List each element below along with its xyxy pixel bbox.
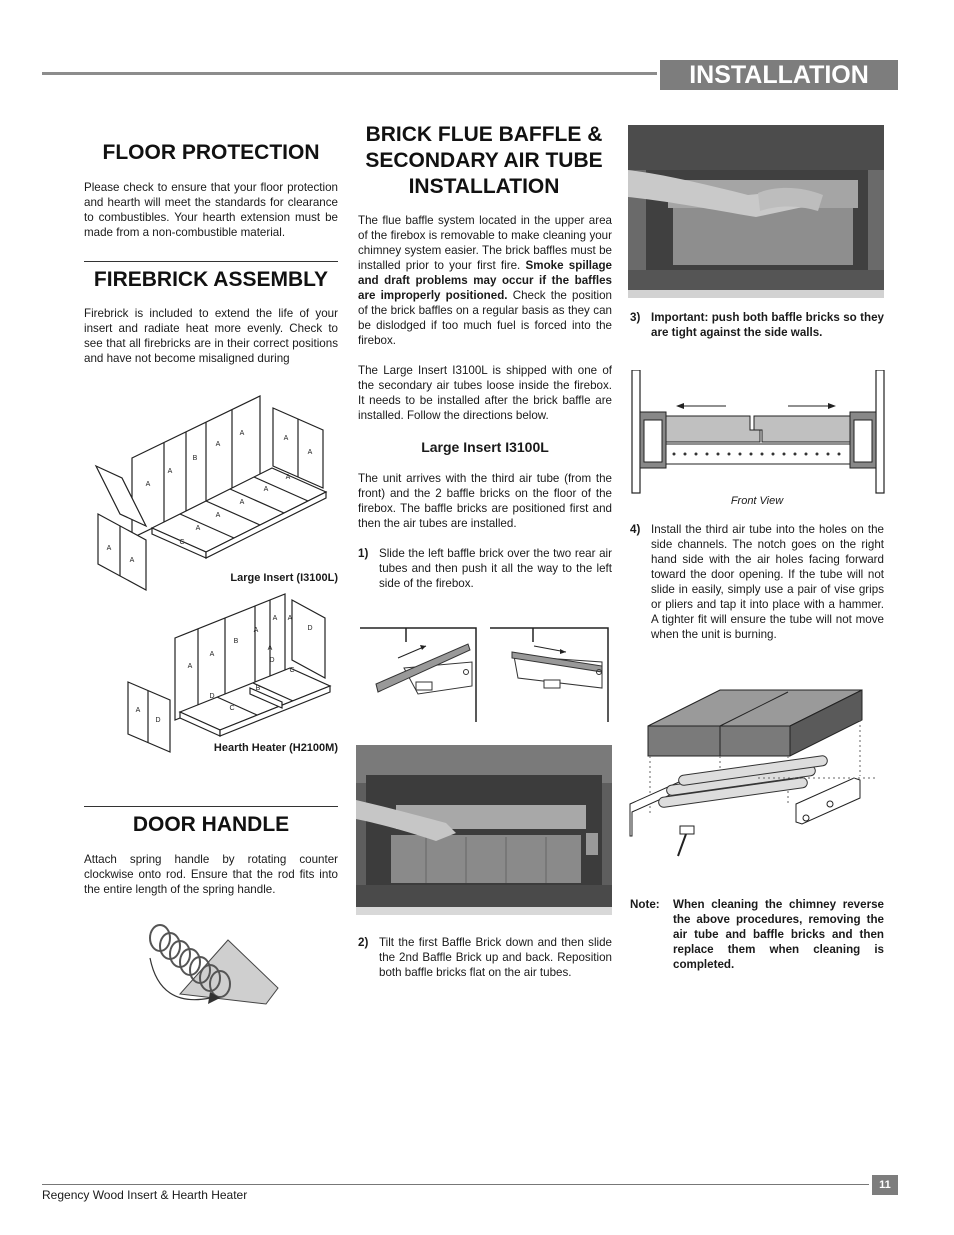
baffle-heading-line: BRICK FLUE BAFFLE & bbox=[365, 123, 603, 146]
step-text: Important: push both baffle bricks so they are tight against the side walls. bbox=[651, 311, 884, 339]
brick-label: A bbox=[209, 651, 215, 658]
step-number: 2) bbox=[358, 936, 369, 949]
door-handle-text: Attach spring handle by rotating counter clockwise onto rod. Ensure that the rod fits into the entire length of the spring handle. bbox=[84, 853, 338, 896]
brick-label: D bbox=[269, 657, 275, 664]
brick-label: D bbox=[209, 693, 215, 700]
door-handle-heading: DOOR HANDLE bbox=[132, 813, 290, 836]
step-number: 3) bbox=[630, 311, 641, 324]
brick-label: A bbox=[195, 525, 201, 532]
brick-label: A bbox=[307, 449, 313, 456]
header-rule bbox=[42, 72, 657, 75]
brick-label: A bbox=[285, 474, 291, 481]
text-run: The flue baffle system located in the upper area of the firebox is removable to make cleaning your chimney system easier. The brick baffles must be installed prior to your first fire. bbox=[358, 214, 612, 272]
warning-text: Smoke spillage and draft problems may occur if the baffles are improperly positioned. bbox=[358, 259, 612, 302]
footer-text: Regency Wood Insert & Hearth Heater bbox=[42, 1188, 248, 1202]
baffle-heading-line: SECONDARY AIR TUBE bbox=[365, 149, 603, 172]
step-number: 1) bbox=[358, 547, 369, 560]
large-insert-subheading: Large Insert I3100L bbox=[421, 439, 549, 455]
front-view-diagram bbox=[630, 370, 886, 495]
step-text: Slide the left baffle brick over the two rear air tubes and then push it all the way to the left side of the firebox. bbox=[379, 547, 612, 590]
firebrick-text: Firebrick is included to extend the life of your insert and radiate heat more evenly. Check to see that all firebricks are in their correct positions and have not become misaligned during bbox=[84, 307, 338, 365]
brick-label: B bbox=[255, 685, 261, 692]
section-rule bbox=[84, 806, 338, 807]
arrival-text: The unit arrives with the third air tube (from the front) and the 2 baffle bricks on the floor of the firebox. The baffle bricks are positioned first and then the air tubes are installed. bbox=[358, 472, 612, 530]
footer-rule bbox=[42, 1184, 869, 1185]
brick-label: C bbox=[229, 705, 235, 712]
step-3 bbox=[630, 310, 884, 340]
page-number: 11 bbox=[872, 1175, 898, 1195]
baffle-heading-line: INSTALLATION bbox=[408, 175, 560, 198]
brick-label: D bbox=[307, 625, 313, 632]
step-1 bbox=[358, 546, 612, 591]
large-insert-side-bricks bbox=[94, 512, 150, 592]
brick-label: B bbox=[233, 638, 239, 645]
brick-label: A bbox=[287, 615, 293, 622]
brick-label: A bbox=[215, 512, 221, 519]
floor-protection-text: Please check to ensure that your floor protection and hearth will meet the standards for clearance to combustibles. Your hearth extension must be made from a non-combustible material. bbox=[84, 181, 338, 239]
brick-label: A bbox=[283, 435, 289, 442]
note-text: When cleaning the chimney reverse the above procedures, removing the air tube and baffle bricks and then replace them when cleaning is completed. bbox=[673, 898, 884, 971]
step-text: Tilt the first Baffle Brick down and then slide the 2nd Baffle Brick up and back. Reposition both baffle bricks flat on the air tubes. bbox=[379, 936, 612, 979]
spring-handle-illustration bbox=[140, 918, 290, 1018]
large-insert-caption: Large Insert (I3100L) bbox=[230, 572, 338, 584]
brick-label: A bbox=[187, 663, 193, 670]
brick-label: A bbox=[263, 486, 269, 493]
brick-label: A bbox=[215, 441, 221, 448]
step-4 bbox=[630, 522, 884, 642]
step-2 bbox=[358, 935, 612, 980]
baffle-heading bbox=[356, 122, 612, 200]
brick-label: C bbox=[179, 539, 185, 546]
section-rule bbox=[84, 261, 338, 262]
floor-protection-heading: FLOOR PROTECTION bbox=[102, 141, 320, 164]
brick-label: A bbox=[267, 645, 273, 652]
brick-label: A bbox=[253, 627, 259, 634]
baffle-intro-text bbox=[358, 213, 612, 348]
shipped-text: The Large Insert I3100L is shipped with one of the secondary air tubes loose inside the firebox. It needs to be installed after the brick baffle are installed. Follow the directions below. bbox=[358, 364, 612, 422]
brick-label: C bbox=[289, 667, 295, 674]
brick-label: A bbox=[106, 545, 112, 552]
hearth-heater-caption: Hearth Heater (H2100M) bbox=[213, 742, 338, 754]
brick-label: A bbox=[239, 499, 245, 506]
cleaning-note bbox=[630, 897, 884, 972]
page-title: INSTALLATION bbox=[660, 60, 898, 90]
brick-label: A bbox=[272, 615, 278, 622]
front-view-caption: Front View bbox=[730, 495, 784, 507]
brick-label: A bbox=[239, 430, 245, 437]
baffle-slide-diagram bbox=[358, 622, 612, 722]
step-number: 4) bbox=[630, 523, 641, 536]
step-text: Install the third air tube into the holes on the side channels. The notch goes on the right hand side with the air holes facing forward toward the door opening. If the tube will not slide in easily, simply use a pair of vise grips or pliers and tap it into place with a hammer. A tighter fit will ensure the tube will not move when the unit is burning. bbox=[651, 523, 884, 641]
firebrick-heading: FIREBRICK ASSEMBLY bbox=[93, 268, 329, 291]
air-tube-exploded-diagram bbox=[628, 686, 888, 866]
brick-label: A bbox=[135, 707, 141, 714]
brick-label: A bbox=[167, 468, 173, 475]
brick-label: A bbox=[145, 481, 151, 488]
baffle-install-photo bbox=[356, 745, 612, 915]
note-label: Note: bbox=[630, 898, 660, 911]
brick-label: A bbox=[129, 557, 135, 564]
push-bricks-photo bbox=[628, 125, 884, 298]
text-run: Check the position of the brick baffles on a regular basis as they can be dislodged if too much fuel is forced into the firebox. bbox=[358, 289, 612, 347]
brick-label: B bbox=[192, 455, 198, 462]
brick-label: D bbox=[155, 717, 161, 724]
